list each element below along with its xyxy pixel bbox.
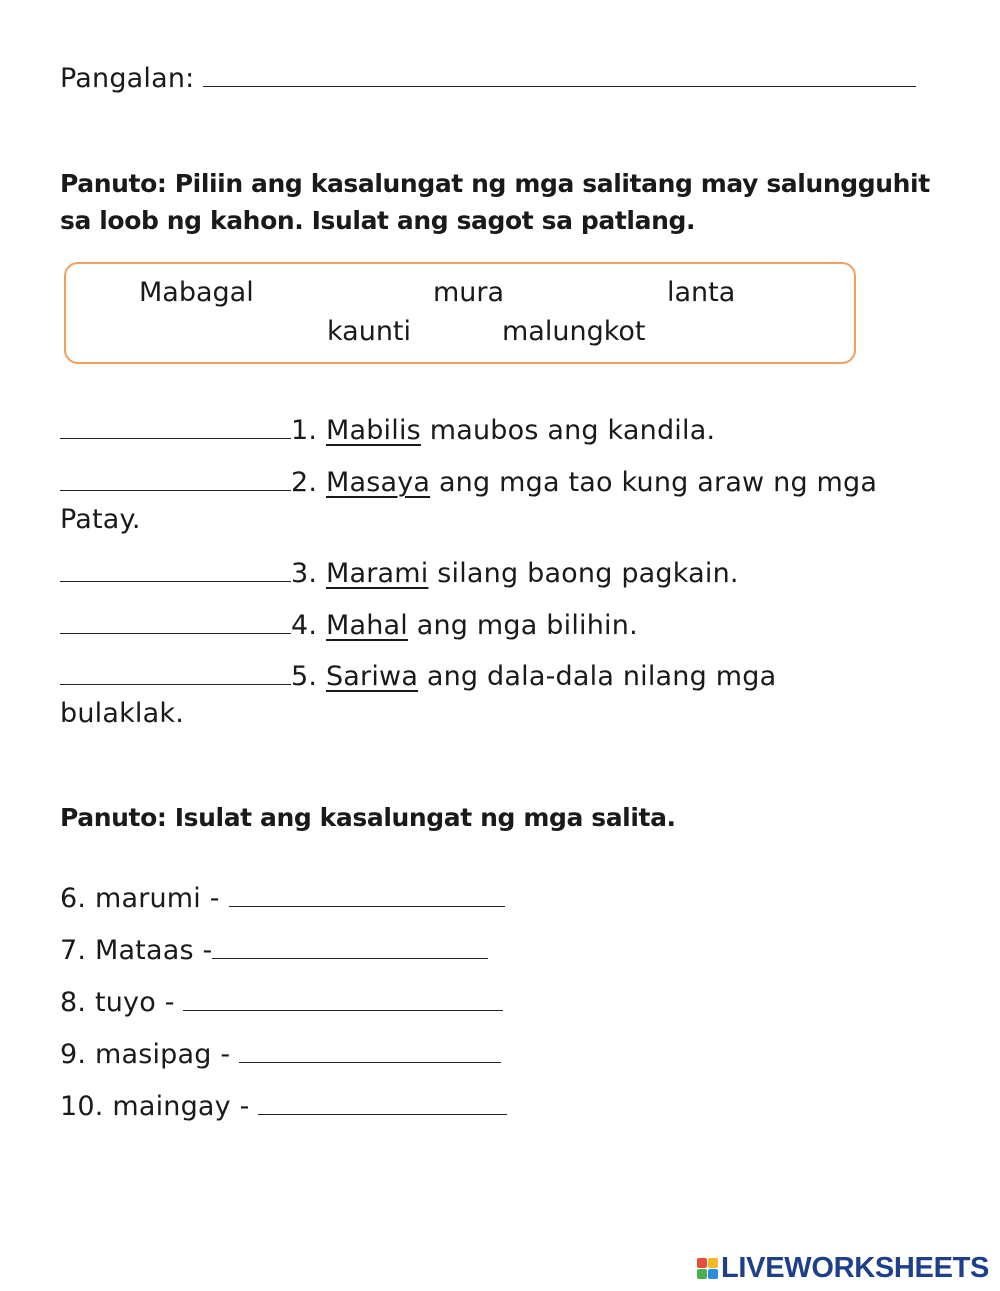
answer-blank-2[interactable] bbox=[60, 464, 291, 491]
question-number: 1. bbox=[291, 415, 318, 446]
answer-blank-3[interactable] bbox=[60, 555, 291, 582]
question-10 bbox=[60, 1088, 507, 1124]
name-label: Pangalan: bbox=[60, 63, 195, 94]
underlined-word: Mahal bbox=[325, 610, 408, 641]
question-4 bbox=[60, 607, 638, 643]
question-3 bbox=[60, 555, 739, 591]
liveworksheets-logo-icon bbox=[697, 1258, 718, 1279]
question-7 bbox=[60, 932, 488, 968]
answer-blank-6[interactable] bbox=[229, 880, 505, 907]
answer-blank-10[interactable] bbox=[258, 1088, 507, 1115]
question-label: 8. tuyo - bbox=[60, 987, 184, 1018]
question-number: 4. bbox=[291, 610, 318, 641]
question-9 bbox=[60, 1036, 501, 1072]
question-number: 3. bbox=[291, 558, 318, 589]
answer-blank-4[interactable] bbox=[60, 607, 291, 634]
instruction-1-line-1: Panuto: Piliin ang kasalungat ng mga salitang may salungguhit bbox=[60, 169, 930, 198]
liveworksheets-logo bbox=[697, 1251, 989, 1285]
question-label: 6. marumi - bbox=[60, 883, 229, 914]
liveworksheets-logo-text: LIVEWORKSHEETS bbox=[721, 1251, 990, 1284]
answer-blank-8[interactable] bbox=[183, 984, 503, 1011]
name-row bbox=[60, 60, 916, 96]
question-2 bbox=[60, 464, 877, 500]
name-blank[interactable] bbox=[203, 60, 916, 87]
question-number: 2. bbox=[291, 467, 318, 498]
word-bank-word: malungkot bbox=[502, 316, 646, 347]
underlined-word: Sariwa bbox=[325, 661, 419, 692]
question-8 bbox=[60, 984, 503, 1020]
answer-blank-5[interactable] bbox=[60, 658, 291, 685]
instruction-1 bbox=[60, 167, 930, 238]
question-label: 10. maingay - bbox=[60, 1091, 259, 1122]
question-2-continuation: Patay. bbox=[60, 504, 141, 535]
word-bank-word: Mabagal bbox=[139, 277, 254, 308]
question-1 bbox=[60, 412, 715, 448]
underlined-word: Marami bbox=[325, 558, 429, 589]
question-text: ang mga tao kung araw ng mga bbox=[430, 467, 878, 498]
question-6 bbox=[60, 880, 505, 916]
underlined-word: Masaya bbox=[325, 467, 431, 498]
question-text: maubos ang kandila. bbox=[420, 415, 716, 446]
question-text: silang baong pagkain. bbox=[428, 558, 739, 589]
instruction-2: Panuto: Isulat ang kasalungat ng mga salita. bbox=[60, 803, 676, 832]
answer-blank-1[interactable] bbox=[60, 412, 291, 439]
word-bank-word: lanta bbox=[667, 277, 736, 308]
word-bank-word: mura bbox=[433, 277, 505, 308]
question-number: 5. bbox=[291, 661, 318, 692]
word-bank-word: kaunti bbox=[327, 316, 412, 347]
answer-blank-9[interactable] bbox=[239, 1036, 501, 1063]
question-label: 9. masipag - bbox=[60, 1039, 240, 1070]
instruction-1-line-2: sa loob ng kahon. Isulat ang sagot sa patlang. bbox=[60, 206, 696, 235]
question-5-continuation: bulaklak. bbox=[60, 698, 184, 729]
question-text: ang mga bilihin. bbox=[407, 610, 638, 641]
answer-blank-7[interactable] bbox=[212, 932, 488, 959]
question-5 bbox=[60, 658, 776, 694]
underlined-word: Mabilis bbox=[325, 415, 421, 446]
question-label: 7. Mataas - bbox=[60, 935, 213, 966]
question-text: ang dala-dala nilang mga bbox=[418, 661, 777, 692]
